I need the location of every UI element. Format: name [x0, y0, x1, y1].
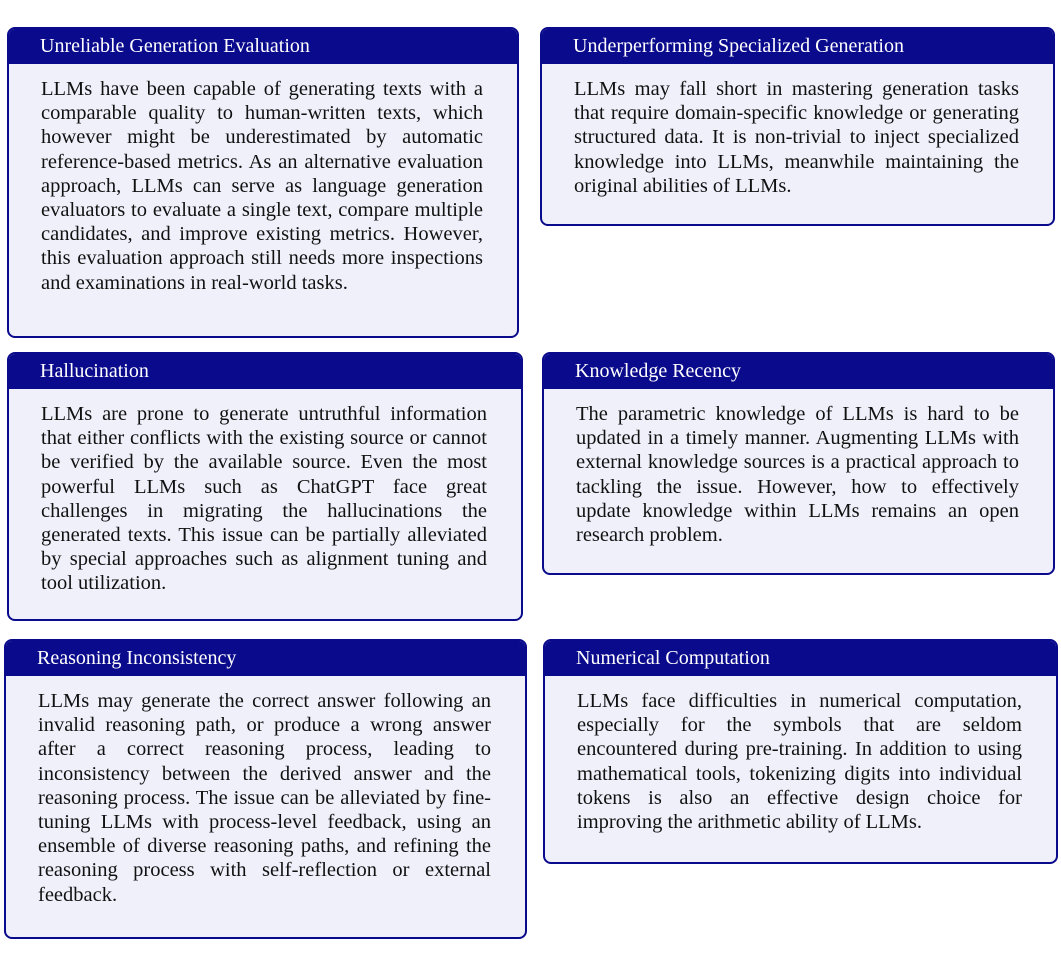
box-title: Unreliable Generation Evaluation — [9, 29, 517, 64]
box-underperforming-specialized-generation — [540, 27, 1055, 226]
box-body: LLMs are prone to generate untruthful information that either conflicts with the existing source or cannot be verified by the available source. Even the most powerful LLMs such as ChatGPT face great challenges in migrating the hallucinations the generated texts. This issue can be partially alleviated by special approaches such as alignment tuning and tool utilization. — [41, 403, 487, 595]
box-numerical-computation — [543, 639, 1058, 864]
box-body: The parametric knowledge of LLMs is hard to be updated in a timely manner. Augmenting LLMs with external knowledge sources is a practical approach to tackling the issue. However, how to effectively update knowledge within LLMs remains an open research problem. — [576, 403, 1019, 547]
box-body: LLMs face difficulties in numerical computation, especially for the symbols that are seldom encountered during pre-training. In addition to using mathematical tools, tokenizing digits into individual tokens is also an effective design choice for improving the arithmetic ability of LLMs. — [577, 690, 1022, 834]
box-title: Hallucination — [9, 354, 521, 389]
box-knowledge-recency — [542, 352, 1055, 575]
box-hallucination — [7, 352, 523, 621]
box-title: Knowledge Recency — [544, 354, 1053, 389]
box-title: Reasoning Inconsistency — [6, 641, 525, 676]
box-body: LLMs may fall short in mastering generation tasks that require domain-specific knowledge or generating structured data. It is non-trivial to inject specialized knowledge into LLMs, meanwhile maintaining the original abilities of LLMs. — [574, 78, 1019, 197]
box-body: LLMs may generate the correct answer following an invalid reasoning path, or produce a wrong answer after a correct reasoning process, leading to inconsistency between the derived answer and the reasoning process. The issue can be alleviated by fine-tuning LLMs with process-level feedback, using an ensemble of diverse reasoning paths, and refining the reasoning process with self-reflection or external feedback. — [38, 690, 491, 906]
box-unreliable-generation-evaluation — [7, 27, 519, 338]
box-reasoning-inconsistency — [4, 639, 527, 939]
box-title: Underperforming Specialized Generation — [542, 29, 1053, 64]
box-body: LLMs have been capable of generating texts with a comparable quality to human-written texts, which however might be underestimated by automatic reference-based metrics. As an alternative evaluation approach, LLMs can serve as language generation evaluators to evaluate a single text, compare multiple candidates, and improve existing metrics. However, this evaluation approach still needs more inspections and examinations in real-world tasks. — [41, 78, 483, 294]
box-title: Numerical Computation — [545, 641, 1056, 676]
